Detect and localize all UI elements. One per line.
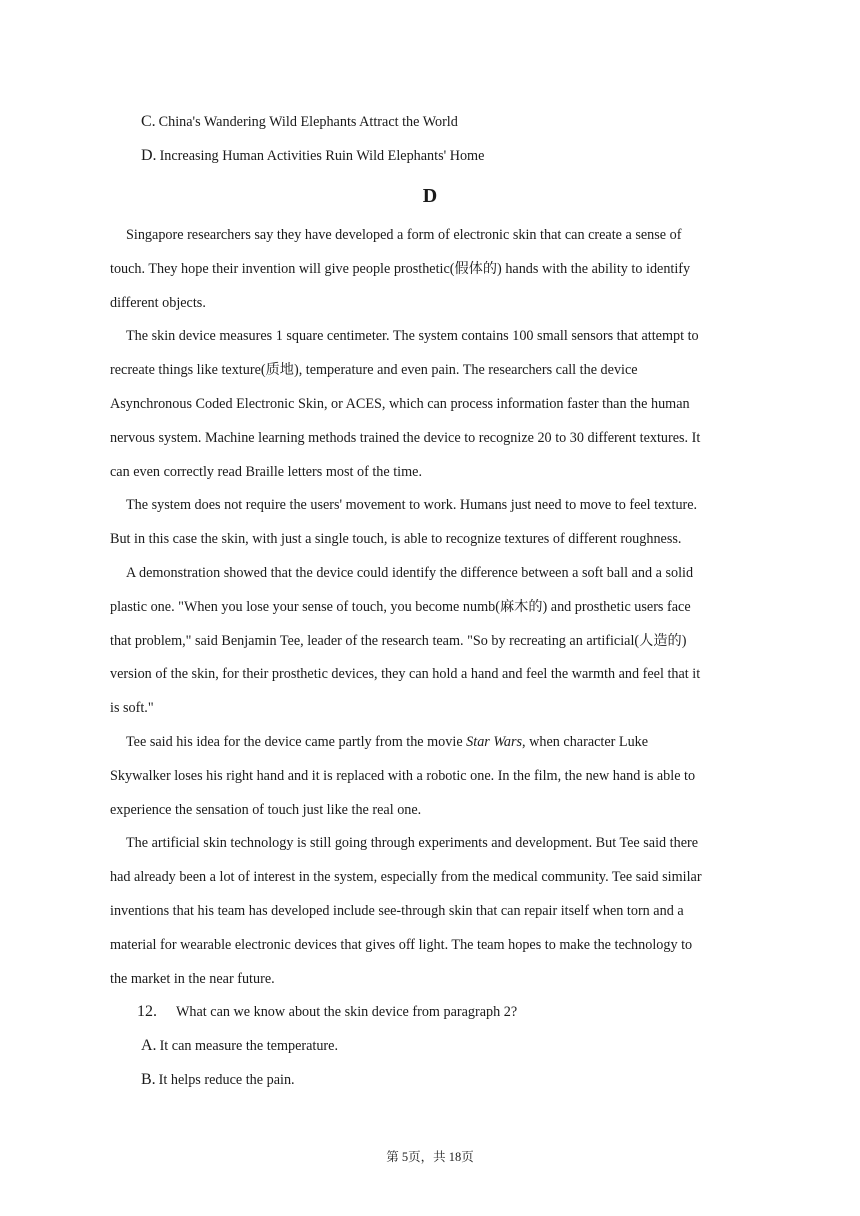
question-text: What can we know about the skin device from paragraph 2? <box>176 1004 518 1020</box>
paragraph-1-line: different objects. <box>110 295 206 311</box>
paragraph-2-line: Asynchronous Coded Electronic Skin, or ACES, which can process information faster than the human <box>110 396 690 412</box>
paragraph-1-line: Singapore researchers say they have developed a form of electronic skin that can create a sense of <box>126 227 682 243</box>
paragraph-5-line: experience the sensation of touch just like the real one. <box>110 802 422 818</box>
page-footer: 第 5页，共 18页 <box>386 1150 474 1164</box>
paragraph-6-line: had already been a lot of interest in the system, especially from the medical community. Tee said similar <box>110 869 702 885</box>
paragraph-6-line: the market in the near future. <box>110 971 275 987</box>
paragraph-4-line: plastic one. "When you lose your sense of touch, you become numb(麻木的) and prosthetic users face <box>110 599 691 615</box>
paragraph-6-line: The artificial skin technology is still going through experiments and development. But Tee said there <box>126 835 699 851</box>
paragraph-3-line: The system does not require the users' movement to work. Humans just need to move to feel texture. <box>126 497 698 513</box>
section-heading: D <box>422 185 438 207</box>
option-b: B. It helps reduce the pain. <box>141 1071 295 1088</box>
prev-option-c: C. China's Wandering Wild Elephants Attract the World <box>141 113 458 130</box>
prev-option-d: D. Increasing Human Activities Ruin Wild Elephants' Home <box>141 147 485 164</box>
paragraph-5-line: Skywalker loses his right hand and it is replaced with a robotic one. In the film, the new hand is able to <box>110 768 696 784</box>
movie-title: Star Wars <box>466 734 523 750</box>
paragraph-4-line: A demonstration showed that the device could identify the difference between a soft ball and a solid <box>126 565 694 581</box>
paragraph-6-line: material for wearable electronic devices that gives off light. The team hopes to make the technology to <box>110 937 693 953</box>
paragraph-4-line: is soft." <box>110 700 154 716</box>
question-number: 12. <box>137 1003 157 1020</box>
paragraph-2-line: can even correctly read Braille letters most of the time. <box>110 464 422 480</box>
paragraph-6-line: inventions that his team has developed include see-through skin that can repair itself when torn and a <box>110 903 684 919</box>
option-a: A. It can measure the temperature. <box>141 1037 338 1054</box>
paragraph-2-line: recreate things like texture(质地), temperature and even pain. The researchers call the device <box>110 362 638 378</box>
paragraph-5-line: Tee said his idea for the device came partly from the movie Star Wars, when character Luke <box>126 734 649 750</box>
paragraph-4-line: version of the skin, for their prosthetic devices, they can hold a hand and feel the warmth and feel that it <box>110 666 701 682</box>
paragraph-1-line: touch. They hope their invention will give people prosthetic(假体的) hands with the ability to identify <box>110 261 691 277</box>
paragraph-4-line: that problem," said Benjamin Tee, leader of the research team. "So by recreating an artificial(人造的) <box>110 633 687 649</box>
paragraph-2-line: The skin device measures 1 square centimeter. The system contains 100 small sensors that attempt to <box>126 328 699 344</box>
paragraph-2-line: nervous system. Machine learning methods trained the device to recognize 20 to 30 different textures. It <box>110 430 701 446</box>
paragraph-3-line: But in this case the skin, with just a single touch, is able to recognize textures of different roughness. <box>110 531 682 547</box>
